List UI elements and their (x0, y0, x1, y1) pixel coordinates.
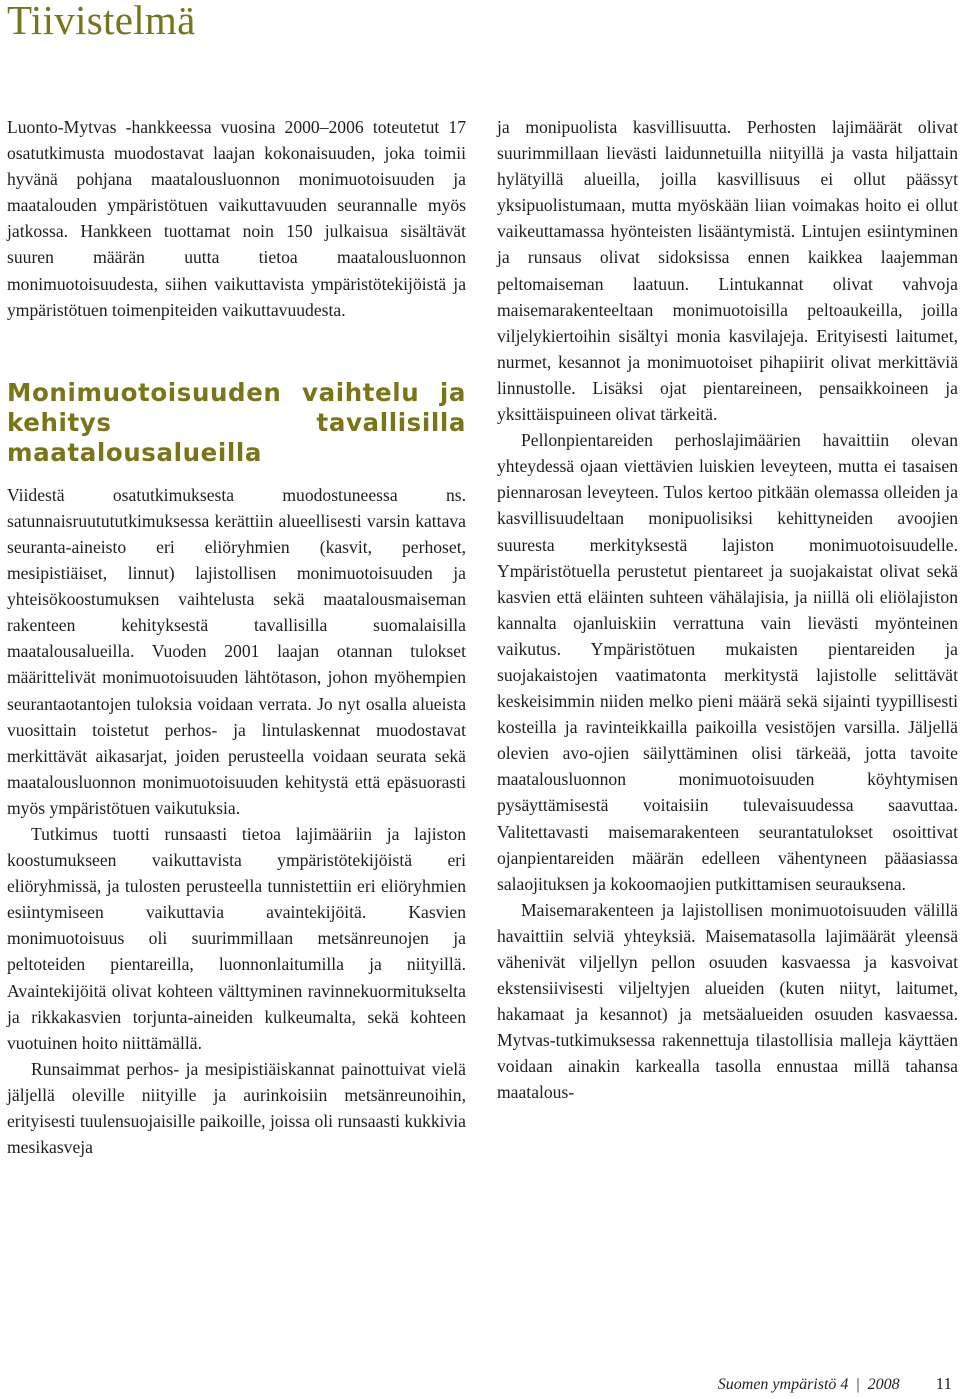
footer-separator: | (856, 1376, 860, 1393)
right-column (497, 114, 958, 1106)
body-paragraph: Maisemarakenteen ja lajistollisen monimuotoisuuden välillä havaittiin selviä yhteyksiä. Maisematasolla lajimäärät yleensä vähenivät viljellyn pellon osuuden kasvaessa ja kasvoivat ekstensiivisesti viljeltyjen alueiden (kuten niityt, laitumet, hakamaat ja kesannot) ja metsäalueiden osuuden kasvaessa. Mytvas-tutkimuksessa rakennettuja tilastollisia malleja käyttäen voidaan ainakin karkealla tasolla ennustaa millä tahansa maatalous- (497, 899, 958, 1103)
body-paragraph: ja monipuolista kasvillisuutta. Perhosten lajimäärät olivat suurimmillaan lievästi laidunnetuilla niityillä ja vasta hiljattain hylätyillä alueilla, joilla kasvillisuus ei ollut päässyt yksipuolistumaan, mutta myöskään liian voimakas hoito ei ollut vaikeuttamassa hyönteisten lisääntymistä. Lintujen esiintyminen ja runsaus olivat sidoksissa ennen kaikkea laajemman peltomaiseman laatuun. Lintukannat olivat vahvoja maisemarakenteeltaan monimuotoisilla peltoaukeilla, joilla viljelykiertoihin sisältyi monia kasvilajeja. Erityisesti laitumet, nurmet, kesannot ja monimuotoiset pihapiirit olivat merkittäviä linnustolle. Lisäksi ojat pientareineen, pensaikkoineen ja yksittäispuineen olivat tärkeitä. (497, 117, 958, 425)
body-paragraph: Runsaimmat perhos- ja mesipistiäiskannat painottuivat vielä jäljellä oleville niityille ja aurinkoisiin metsänreunoihin, erityisesti tuulensuojaisille paikoille, joissa oli runsaasti kukkivia mesikasveja (7, 1058, 466, 1158)
body-paragraph: Luonto-Mytvas -hankkeessa vuosina 2000–2006 toteutetut 17 osatutkimusta muodostavat laajan kokonaisuuden, joka toimii hyvänä pohjana maatalousluonnon monimuotoisuuden ja maatalouden ympäristötuen vaikuttavuuden seurannalle myös jatkossa. Hankkeen tuottamat noin 150 julkaisua sisältävät suuren määrän uutta tietoa maatalousluonnon monimuotoisuudesta, siihen vaikuttavista ympäristötekijöistä ja ympäristötuen toimenpiteiden vaikuttavuudesta. (7, 117, 466, 320)
footer-year: 2008 (867, 1376, 900, 1393)
footer-publication: Suomen ympäristö 4 (717, 1376, 849, 1393)
page-footer (718, 1374, 952, 1394)
page-title: Tiivistelmä (7, 0, 196, 43)
body-paragraph: Tutkimus tuotti runsaasti tietoa lajimääriin ja lajiston koostumukseen vaikuttavista ympäristötekijöistä eri eliöryhmissä, ja tulosten perusteella tunnistettiin eri eliöryhmien esiintymiseen vaikuttavia avaintekijöitä. Kasvien monimuotoisuus oli suurimmillaan metsänreunojen ja peltoteiden pientareilla, luonnonlaitumilla ja niityillä. Avaintekijöitä olivat kohteen välttyminen ravinnekuormitukselta ja rikkakasvien torjunta-aineiden kulkeumalta, sekä kohteen vuotuinen hoito niittämällä. (7, 823, 466, 1053)
page-number: 11 (935, 1374, 952, 1393)
body-paragraph: Viidestä osatutkimuksesta muodostuneessa ns. satunnaisruutututkimuksessa kerättiin alueellisesti varsin kattava seuranta-aineisto eri eliöryhmien (kasvit, perhoset, mesipistiäiset, linnut) lajistollisen monimuotoisuuden ja yhteisökoostumuksen vaihtelusta sekä maatalousmaiseman rakenteen kehityksestä tavallisilla suomalaisilla maatalousalueilla. Vuoden 2001 laajan otannan tulokset määrittelivät monimuotoisuuden lähtötason, johon myöhempien seurantaotantojen tuloksia voidaan verrata. Jo nyt osalla alueista vuosittain toistetut perhos- ja lintulaskennat muodostavat merkittävät aikasarjat, joiden perusteella voidaan seurata sekä maatalousluonnon monimuotoisuuden kehitystä että epäsuorasti myös ympäristötuen vaikutuksia. (7, 484, 466, 818)
section-heading: Monimuotoisuuden vaihtelu ja kehitys tavallisilla maatalousalueilla (7, 377, 466, 467)
body-paragraph: Pellonpientareiden perhoslajimäärien havaittiin olevan yhteydessä ojaan viettävien luiskien leveyteen, mutta ei tasaisen piennarosan leveyteen. Tulos kertoo pitkään olemassa olleiden ja kasvillisuudeltaan monipuolisiksi kehittyneiden avoojien suuresta merkityksestä lajiston monimuotoisuudelle. Ympäristötuella perustetut pientareet ja suojakaistat olivat sekä kasvien että eläinten suhteen vähälajisia, ja niillä oli eliölajiston kannalta ojanluiskiin verrattuna vain lievästi myönteinen vaikutus. Ympäristötuen mukaisten pientareiden ja suojakaistojen vaatimatonta merkitystä lajistolle selittävät keskeisimmin niiden melko pieni määrä sekä sijainti tyypillisesti kosteilla ja ravinteikkailla paikoilla vesistöjen varsilla. Jäljellä olevien avo-ojien säilyttäminen olisi tärkeää, jotta tavoite maatalousluonnon monimuotoisuuden köyhtymisen pysäyttämisestä voitaisiin tulevaisuudessa saavuttaa. Valitettavasti maisemarakenteen seurantatulokset osoittivat ojanpientareiden määrän edelleen vähentyneen pääasiassa salaojituksen ja kokoomaojien putkittamisen seurauksena. (497, 430, 958, 894)
left-column (7, 114, 466, 1160)
